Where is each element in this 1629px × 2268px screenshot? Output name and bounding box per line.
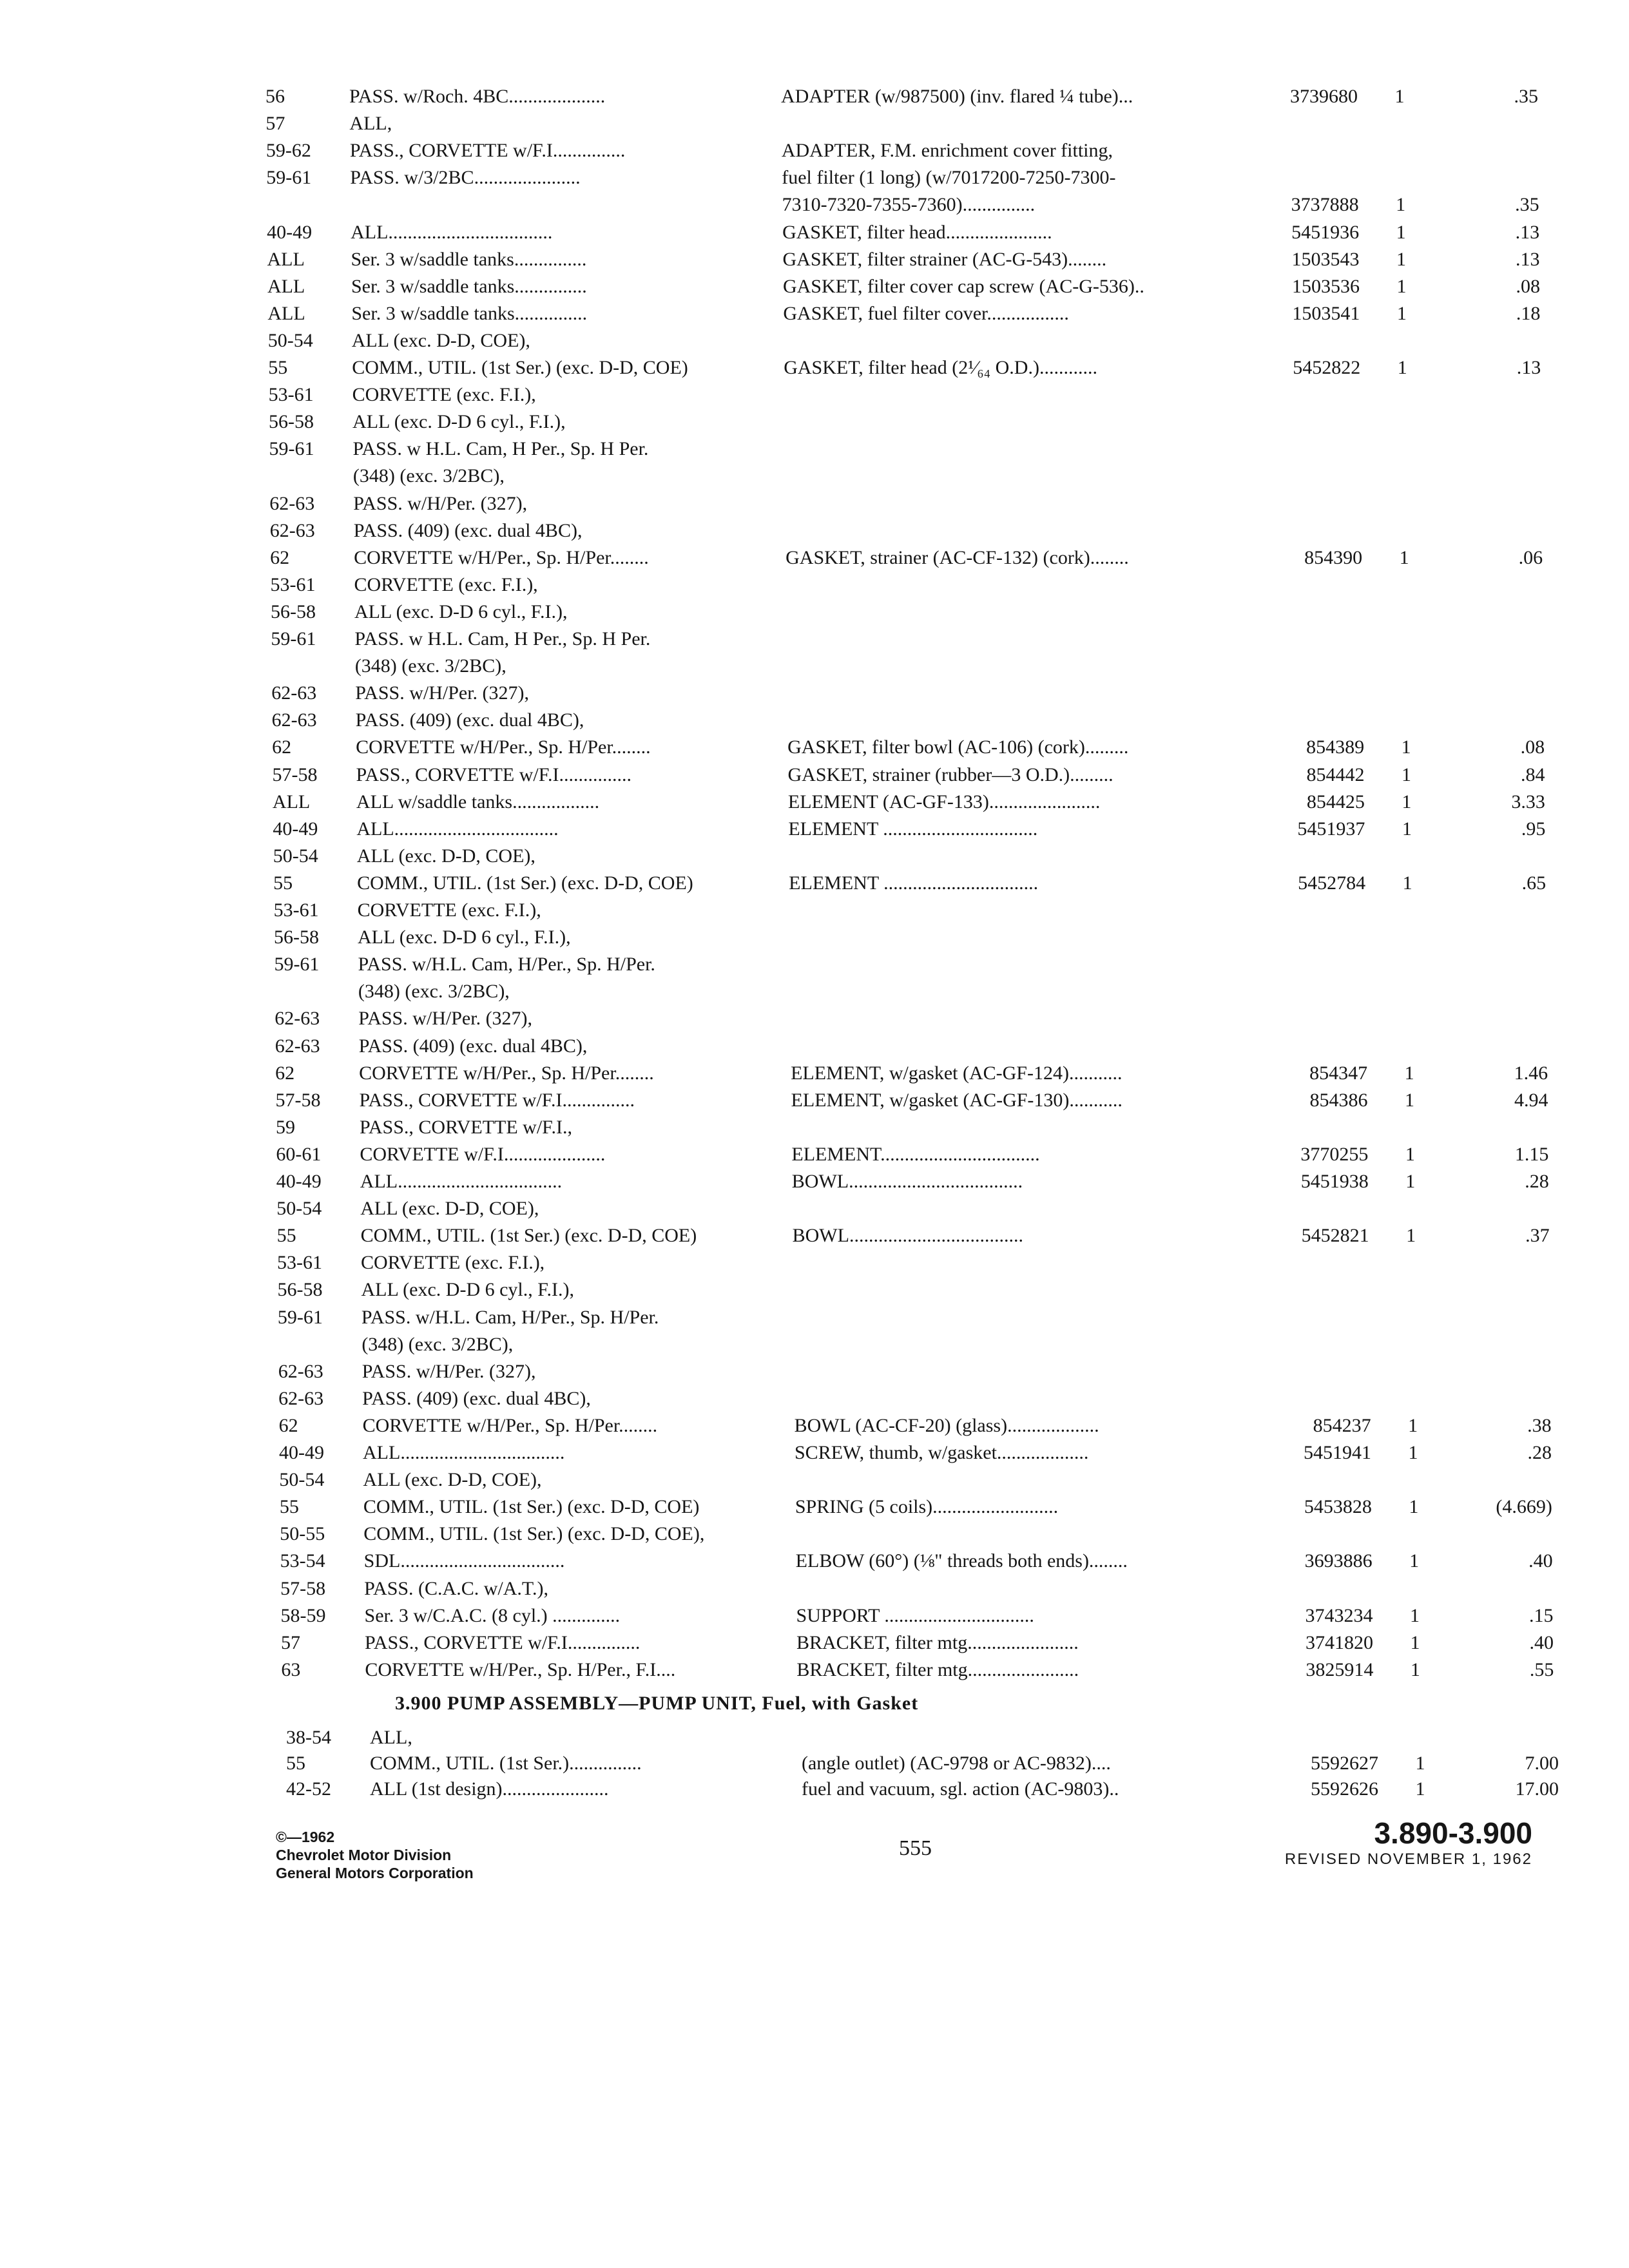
application-cell: Ser. 3 w/C.A.C. (8 cyl.) .............. [364,1604,621,1626]
application-cell: ALL.................................. [360,1171,563,1192]
year-cell: 58-59 [280,1604,326,1626]
quantity-cell: 1 [1409,1496,1419,1518]
table-row [267,245,1550,274]
part-number-cell: 854347 [1309,1062,1368,1084]
table-row [286,1749,1568,1778]
table-row [278,1358,1561,1386]
year-cell: 55 [273,872,293,894]
part-number-cell: 5451937 [1297,818,1365,840]
year-cell: 50-54 [267,329,313,351]
application-cell: (348) (exc. 3/2BC), [354,655,506,677]
table-row [269,435,1551,463]
price-cell: .55 [1529,1658,1554,1680]
table-row [271,625,1553,653]
table-row [279,1412,1561,1440]
part-number-cell: 854389 [1306,736,1365,758]
application-cell: ALL.................................. [363,1442,565,1463]
application-cell: PASS. w H.L. Cam, H Per., Sp. H Per. [354,628,651,649]
part-number-cell: 5453828 [1304,1496,1372,1518]
table-row [277,1249,1559,1277]
year-cell: 59-61 [277,1306,323,1328]
application-cell: CORVETTE (exc. F.I.), [352,384,536,406]
table-row [265,82,1548,111]
table-row [266,164,1548,192]
quantity-cell: 1 [1402,764,1411,785]
description-cell: GASKET, filter cover cap screw (AC-G-536).. [782,275,1144,297]
price-cell: 17.00 [1515,1778,1559,1800]
table-row [267,191,1549,219]
price-cell: .65 [1521,872,1547,894]
application-cell: ALL (exc. D-D, COE), [363,1469,542,1491]
table-row [274,923,1556,952]
description-cell: BOWL.................................... [791,1171,1023,1192]
table-row [272,706,1554,735]
year-cell: 42-52 [286,1778,331,1800]
application-cell: CORVETTE (exc. F.I.), [354,573,538,595]
application-cell: ALL.................................. [351,221,553,243]
application-cell: SDL.................................. [363,1550,565,1572]
table-row [269,381,1551,409]
quantity-cell: 1 [1406,1225,1416,1247]
table-row [268,327,1550,355]
application-cell: CORVETTE w/H/Per., Sp. H/Per., F.I.... [365,1658,676,1680]
application-cell: PASS. w/3/2BC...................... [350,167,581,189]
year-cell: ALL [272,791,311,812]
table-row [271,679,1554,707]
table-row [281,1629,1563,1657]
table-row [280,1520,1562,1548]
description-cell: SPRING (5 coils).......................... [795,1496,1059,1518]
application-cell: PASS. w/Roch. 4BC.................... [349,86,606,107]
quantity-cell: 1 [1402,872,1412,894]
description-cell: ADAPTER (w/987500) (inv. flared ¼ tube)... [781,86,1133,107]
quantity-cell: 1 [1408,1442,1418,1463]
application-cell: COMM., UTIL. (1st Ser.) (exc. D-D, COE) [363,1496,700,1518]
table-row [275,1004,1557,1033]
quantity-cell: 1 [1405,1089,1415,1111]
table-row [268,354,1550,382]
table-row [276,1086,1558,1115]
part-number-cell: 5452822 [1293,357,1361,378]
application-cell: PASS. (C.A.C. w/A.T.), [364,1577,548,1599]
quantity-cell: 1 [1415,1778,1425,1800]
part-number-cell: 1503536 [1291,275,1360,297]
quantity-cell: 1 [1402,791,1412,812]
year-cell: 50-54 [273,845,318,867]
quantity-cell: 1 [1396,194,1406,216]
description-cell: GASKET, strainer (rubber—3 O.D.)......... [787,764,1113,785]
part-number-cell: 3693886 [1304,1550,1373,1572]
application-cell: ALL.................................. [356,818,559,840]
application-cell: PASS., CORVETTE w/F.I............... [349,140,626,162]
application-cell: Ser. 3 w/saddle tanks............... [351,275,587,297]
application-cell: ALL (exc. D-D 6 cyl., F.I.), [354,601,568,622]
price-cell: .37 [1525,1225,1550,1247]
quantity-cell: 1 [1396,302,1407,324]
quantity-cell: 1 [1408,1414,1418,1436]
description-cell: BRACKET, filter mtg....................... [796,1631,1079,1653]
application-cell: COMM., UTIL. (1st Ser.) (exc. D-D, COE) [360,1225,697,1247]
table-row [271,598,1553,626]
price-cell: .13 [1516,248,1540,270]
application-cell: PASS. (409) (exc. dual 4BC), [355,709,584,731]
year-cell: 59-61 [271,628,316,649]
part-number-cell: 854386 [1309,1089,1368,1111]
quantity-cell: 1 [1402,818,1412,840]
quantity-cell: 1 [1415,1753,1425,1774]
application-cell: ALL, [370,1727,412,1748]
application-cell: ALL (1st design)...................... [370,1778,609,1800]
part-number-cell: 854425 [1306,791,1365,812]
corporation: General Motors Corporation [276,1865,474,1881]
application-cell: PASS., CORVETTE w/F.I............... [356,764,631,785]
price-cell: 7.00 [1525,1753,1559,1774]
part-number-cell: 5451936 [1291,221,1360,243]
quantity-cell: 1 [1396,221,1406,243]
year-cell: 62 [278,1414,298,1436]
description-cell: BRACKET, filter mtg....................... [796,1658,1079,1680]
quantity-cell: 1 [1396,275,1407,297]
section-title: 3.900 PUMP ASSEMBLY—PUMP UNIT, Fuel, with Gasket [395,1693,919,1714]
application-cell: COMM., UTIL. (1st Ser.) (exc. D-D, COE) [352,357,688,378]
year-cell: 60-61 [276,1143,322,1165]
year-cell: 40-49 [276,1171,322,1192]
description-cell: SCREW, thumb, w/gasket................... [795,1442,1089,1463]
price-cell: .06 [1518,546,1543,568]
part-number-cell: 5451941 [1304,1442,1371,1463]
part-number-cell: 854442 [1306,764,1365,785]
year-cell: 62-63 [278,1387,324,1409]
application-cell: ALL w/saddle tanks.................. [356,791,600,812]
year-cell: 53-61 [270,573,316,595]
year-cell: 62-63 [275,1035,320,1057]
table-row [272,733,1554,762]
part-number-cell: 3825914 [1306,1658,1374,1680]
application-cell: PASS., CORVETTE w/F.I............... [359,1089,635,1111]
year-cell: 40-49 [267,221,313,243]
year-cell: 56-58 [269,411,314,433]
price-cell: .13 [1516,357,1541,378]
year-cell: ALL [267,302,305,324]
application-cell: Ser. 3 w/saddle tanks............... [351,248,587,270]
table-row [266,137,1548,165]
part-number-cell: 3737888 [1291,194,1359,216]
table-row [265,110,1548,138]
application-cell: COMM., UTIL. (1st Ser.) (exc. D-D, COE) [357,872,693,894]
table-row [278,1385,1561,1413]
table-row [274,950,1556,979]
price-cell: 3.33 [1511,791,1545,812]
table-row [279,1439,1561,1467]
table-row [276,1195,1559,1223]
price-cell: .15 [1529,1604,1554,1626]
year-cell: 57 [265,113,285,135]
table-row [279,1466,1561,1494]
application-cell: PASS., CORVETTE w/F.I., [359,1116,572,1138]
description-cell: ELEMENT, w/gasket (AC-GF-124)........... [791,1062,1123,1084]
price-cell: .18 [1516,302,1541,324]
revised-date: REVISED NOVEMBER 1, 1962 [1284,1850,1532,1868]
description-cell: (angle outlet) (AC-9798 or AC-9832).... [802,1753,1111,1774]
quantity-cell: 1 [1401,736,1411,758]
table-row [277,1276,1559,1304]
price-cell: .40 [1529,1631,1554,1653]
year-cell: 59-61 [274,954,320,975]
application-cell: ALL (exc. D-D, COE), [356,845,535,867]
year-cell: 55 [268,357,288,378]
table-row [267,273,1550,301]
year-cell: 57-58 [275,1089,321,1111]
application-cell: CORVETTE w/H/Per., Sp. H/Per........ [356,736,651,758]
year-cell: 62 [270,546,290,568]
table-row [281,1656,1563,1684]
description-cell: fuel and vacuum, sgl. action (AC-9803).. [802,1778,1119,1800]
part-number-cell: 5592626 [1311,1778,1378,1800]
year-cell: 56-58 [274,927,320,948]
price-cell: .13 [1515,221,1540,243]
year-cell: 55 [276,1225,296,1247]
table-row [277,1222,1559,1250]
description-cell: fuel filter (1 long) (w/7017200-7250-7300- [782,167,1116,189]
application-cell: (348) (exc. 3/2BC), [361,1333,514,1355]
table-row [269,408,1551,436]
year-cell: 62 [272,736,292,758]
quantity-cell: 1 [1409,1550,1420,1572]
price-cell: .95 [1521,818,1546,840]
table-row [273,788,1555,816]
description-cell: BOWL.................................... [792,1225,1023,1247]
application-cell: PASS. (409) (exc. dual 4BC), [353,519,583,541]
year-cell: 62-63 [275,1008,320,1030]
application-cell: ALL (exc. D-D 6 cyl., F.I.), [352,411,566,433]
quantity-cell: 1 [1396,248,1407,270]
year-cell: 57-58 [280,1577,326,1599]
division: Chevrolet Motor Division [276,1847,452,1863]
quantity-cell: 1 [1410,1631,1420,1653]
table-row [286,1775,1568,1803]
application-cell: PASS., CORVETTE w/F.I............... [364,1631,641,1653]
price-cell: 1.15 [1514,1143,1549,1165]
year-cell: ALL [267,275,305,297]
application-cell: CORVETTE w/H/Per., Sp. H/Per........ [362,1414,658,1436]
table-row [270,517,1552,545]
description-cell: GASKET, filter strainer (AC-G-543)........ [782,248,1107,270]
table-row [275,1059,1557,1088]
application-cell: CORVETTE w/H/Per., Sp. H/Per........ [359,1062,654,1084]
price-cell: .08 [1520,736,1545,758]
year-cell: 62-63 [271,682,317,704]
table-row [273,761,1555,789]
year-cell: 56 [265,86,285,107]
price-cell: .28 [1525,1171,1549,1192]
part-number-cell: 3770255 [1300,1143,1369,1165]
description-cell: 7310-7320-7355-7360)............... [782,194,1036,216]
table-row [269,490,1552,518]
price-cell: .08 [1516,275,1540,297]
year-cell: 59-61 [269,438,314,460]
year-cell: 62 [275,1062,295,1084]
page-number: 555 [899,1836,932,1860]
copyright: ©—1962 [276,1829,335,1845]
table-row [274,896,1556,925]
part-number-cell: 5452821 [1301,1225,1369,1247]
application-cell: PASS. w/H.L. Cam, H/Per., Sp. H/Per. [358,954,655,975]
table-row [281,1602,1563,1630]
application-cell: COMM., UTIL. (1st Ser.)............... [370,1753,642,1774]
section-range: 3.890-3.900 [1374,1816,1532,1850]
table-row [275,1032,1557,1061]
table-row [271,652,1554,680]
description-cell: GASKET, filter bowl (AC-106) (cork)......... [787,736,1129,758]
price-cell: .28 [1527,1442,1552,1463]
footer-publisher [276,1828,474,1882]
application-cell: PASS. w/H/Per. (327), [353,492,528,514]
part-number-cell: 5451938 [1300,1171,1369,1192]
part-number-cell: 1503541 [1292,302,1360,324]
table-row [275,977,1557,1006]
table-row [273,869,1556,898]
year-cell: 40-49 [279,1442,324,1463]
table-row [267,218,1549,247]
description-cell: ELEMENT ................................ [788,818,1038,840]
application-cell: ALL, [349,113,392,135]
year-cell: 50-55 [280,1523,325,1545]
year-cell: 62-63 [271,709,317,731]
application-cell: PASS. (409) (exc. dual 4BC), [362,1387,591,1409]
part-number-cell: 3739680 [1290,86,1358,107]
year-cell: 62-63 [269,492,315,514]
table-row [273,842,1556,870]
description-cell: SUPPORT ............................... [796,1604,1034,1626]
quantity-cell: 1 [1397,357,1407,378]
price-cell: .38 [1527,1414,1552,1436]
table-row [273,815,1555,843]
year-cell: 62-63 [278,1360,323,1382]
price-cell: .40 [1528,1550,1553,1572]
description-cell: GASKET, filter head (2¹⁄₆₄ O.D.)............ [784,357,1097,378]
year-cell: 50-54 [279,1469,325,1491]
description-cell: GASKET, filter head...................... [782,221,1052,243]
part-number-cell: 5452784 [1298,872,1366,894]
application-cell: ALL (exc. D-D 6 cyl., F.I.), [361,1279,575,1301]
table-row [286,1724,1568,1752]
application-cell: PASS. w/H/Per. (327), [355,682,530,704]
description-cell: GASKET, fuel filter cover................. [783,302,1069,324]
price-cell: 4.94 [1514,1089,1548,1111]
application-cell: ALL (exc. D-D, COE), [351,329,530,351]
description-cell: ADAPTER, F.M. enrichment cover fitting, [781,140,1113,162]
application-cell: CORVETTE (exc. F.I.), [361,1252,545,1274]
year-cell: 59-61 [266,167,312,189]
application-cell: (348) (exc. 3/2BC), [352,465,505,487]
price-cell: 1.46 [1514,1062,1548,1084]
year-cell: 57-58 [272,764,318,785]
application-cell: PASS. (409) (exc. dual 4BC), [358,1035,588,1057]
quantity-cell: 1 [1399,546,1409,568]
quantity-cell: 1 [1410,1658,1420,1680]
part-number-cell: 3741820 [1305,1631,1373,1653]
table-row [280,1547,1563,1575]
year-cell: 57 [280,1631,300,1653]
price-cell: .84 [1521,764,1545,785]
application-cell: CORVETTE w/H/Per., Sp. H/Per........ [354,546,649,568]
application-cell: CORVETTE w/F.I..................... [360,1143,606,1165]
quantity-cell: 1 [1404,1062,1414,1084]
part-number-cell: 854390 [1304,546,1363,568]
year-cell: 38-54 [286,1727,331,1748]
table-row [271,571,1553,599]
year-cell: 50-54 [276,1198,322,1220]
application-cell: PASS. w H.L. Cam, H Per., Sp. H Per. [352,438,649,460]
table-row [270,544,1552,572]
quantity-cell: 1 [1405,1143,1415,1165]
application-cell: ALL (exc. D-D, COE), [360,1198,539,1220]
part-number-cell: 1503543 [1291,248,1360,270]
year-cell: 55 [279,1496,299,1518]
description-cell: ELBOW (60°) (⅛" threads both ends)........ [795,1550,1128,1572]
application-cell: (348) (exc. 3/2BC), [358,981,510,1003]
description-cell: ELEMENT ................................ [789,872,1039,894]
application-cell: CORVETTE (exc. F.I.), [357,899,541,921]
year-cell: 53-61 [273,899,319,921]
year-cell: 56-58 [277,1279,323,1301]
description-cell: BOWL (AC-CF-20) (glass)................... [794,1414,1099,1436]
table-row [278,1331,1560,1359]
application-cell: PASS. w/H/Per. (327), [358,1008,533,1030]
year-cell: 62-63 [269,519,315,541]
part-number-cell: 854237 [1313,1414,1371,1436]
table-row [280,1575,1563,1603]
part-number-cell: 3743234 [1305,1604,1373,1626]
application-cell: PASS. w/H.L. Cam, H/Per., Sp. H/Per. [361,1306,659,1328]
application-cell: COMM., UTIL. (1st Ser.) (exc. D-D, COE), [363,1523,705,1545]
year-cell: 59-62 [265,140,311,162]
year-cell: 56-58 [270,601,316,622]
table-row [276,1140,1558,1169]
table-row [276,1168,1559,1196]
quantity-cell: 1 [1394,86,1405,107]
price-cell: (4.669) [1496,1496,1552,1518]
application-cell: Ser. 3 w/saddle tanks............... [351,302,588,324]
quantity-cell: 1 [1405,1171,1416,1192]
year-cell: 55 [286,1753,305,1774]
application-cell: ALL (exc. D-D 6 cyl., F.I.), [358,927,571,948]
description-cell: ELEMENT................................. [791,1143,1040,1165]
table-row [278,1303,1560,1332]
price-cell: .35 [1515,194,1539,216]
year-cell: 59 [275,1116,295,1138]
part-number-cell: 5592627 [1311,1753,1378,1774]
year-cell: ALL [267,248,305,270]
table-row [280,1493,1562,1521]
year-cell: 53-61 [268,384,314,406]
year-cell: 53-54 [280,1550,325,1572]
year-cell: 40-49 [273,818,318,840]
description-cell: ELEMENT (AC-GF-133)....................... [787,791,1101,812]
application-cell: PASS. w/H/Per. (327), [361,1360,536,1382]
table-row [267,300,1550,328]
price-cell: .35 [1514,86,1538,107]
description-cell: GASKET, strainer (AC-CF-132) (cork)........ [786,546,1129,568]
quantity-cell: 1 [1410,1604,1420,1626]
year-cell: 53-61 [277,1252,323,1274]
year-cell: 63 [281,1658,301,1680]
table-row [276,1113,1558,1142]
table-row [269,462,1552,490]
description-cell: ELEMENT, w/gasket (AC-GF-130)........... [791,1089,1123,1111]
